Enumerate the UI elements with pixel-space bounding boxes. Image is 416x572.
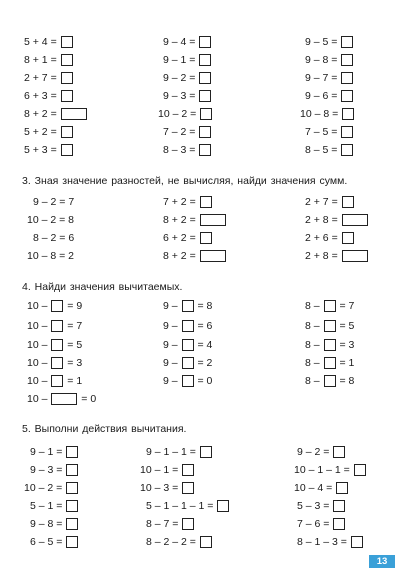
- exercise-row: [0, 229, 416, 247]
- answer-box[interactable]: [199, 36, 211, 48]
- answer-box[interactable]: [51, 375, 63, 387]
- expression: 10 – = 1: [27, 375, 83, 387]
- answer-box[interactable]: [199, 54, 211, 66]
- expression: 8 – = 7: [305, 300, 355, 312]
- answer-box[interactable]: [217, 500, 229, 512]
- expression: 8 – 3 =: [163, 141, 212, 159]
- expression: 10 – 1 =: [140, 461, 195, 479]
- expression: 10 – 2 = 8: [27, 214, 74, 226]
- exercise-row: [0, 443, 416, 461]
- expression: 6 + 3 =: [24, 87, 74, 105]
- answer-box[interactable]: [351, 536, 363, 548]
- expression: 8 + 2 =: [163, 211, 227, 229]
- answer-box-double[interactable]: [342, 214, 368, 226]
- answer-box[interactable]: [200, 536, 212, 548]
- answer-box[interactable]: [61, 54, 73, 66]
- answer-box[interactable]: [61, 90, 73, 102]
- answer-box[interactable]: [333, 500, 345, 512]
- expression: 8 – 1 – 3 =: [297, 533, 364, 551]
- exercise-row: [0, 390, 416, 408]
- exercise-row: [0, 51, 416, 69]
- answer-box[interactable]: [341, 126, 353, 138]
- expression: 5 + 2 =: [24, 123, 74, 141]
- expression: 6 – 5 =: [30, 533, 79, 551]
- expression: 8 – = 8: [305, 375, 355, 387]
- expression: 5 – 1 =: [30, 497, 79, 515]
- expression: 10 – = 7: [27, 320, 83, 332]
- expression: 6 + 2 =: [163, 229, 213, 247]
- expression: 8 – 2 – 2 =: [146, 533, 213, 551]
- expression: 10 – 8 = 2: [27, 250, 74, 262]
- answer-box[interactable]: [66, 500, 78, 512]
- expression: 9 – 6 =: [305, 87, 354, 105]
- answer-box[interactable]: [182, 320, 194, 332]
- expression: 10 – = 9: [27, 300, 83, 312]
- expression: 9 – 7 =: [305, 69, 354, 87]
- answer-box-double[interactable]: [342, 250, 368, 262]
- exercise-row: [0, 479, 416, 497]
- expression: 8 – = 5: [305, 320, 355, 332]
- answer-box[interactable]: [182, 375, 194, 387]
- exercise-row: [0, 33, 416, 51]
- answer-box[interactable]: [200, 232, 212, 244]
- answer-box[interactable]: [324, 300, 336, 312]
- expression: 5 + 4 =: [24, 33, 74, 51]
- answer-box[interactable]: [200, 196, 212, 208]
- answer-box[interactable]: [66, 464, 78, 476]
- answer-box[interactable]: [61, 72, 73, 84]
- answer-box[interactable]: [324, 320, 336, 332]
- answer-box[interactable]: [182, 464, 194, 476]
- page-number: 13: [369, 555, 395, 568]
- answer-box[interactable]: [333, 518, 345, 530]
- answer-box[interactable]: [342, 232, 354, 244]
- answer-box[interactable]: [66, 446, 78, 458]
- expression: 10 – = 3: [27, 357, 83, 369]
- expression: 10 – = 0: [27, 393, 97, 405]
- answer-box[interactable]: [51, 320, 63, 332]
- answer-box[interactable]: [200, 108, 212, 120]
- expression: 10 – = 5: [27, 339, 83, 351]
- exercise-row: [0, 123, 416, 141]
- answer-box[interactable]: [182, 482, 194, 494]
- answer-box[interactable]: [182, 300, 194, 312]
- expression: 2 + 7 =: [24, 69, 74, 87]
- answer-box[interactable]: [342, 196, 354, 208]
- expression: 10 – 1 – 1 =: [294, 461, 367, 479]
- expression: 5 – 1 – 1 – 1 =: [146, 497, 230, 515]
- answer-box[interactable]: [200, 446, 212, 458]
- answer-box[interactable]: [336, 482, 348, 494]
- expression: 9 – = 2: [163, 357, 213, 369]
- expression: 2 + 6 =: [305, 229, 355, 247]
- expression: 2 + 8 =: [305, 247, 369, 265]
- expression: 10 – 8 =: [300, 105, 355, 123]
- expression: 9 – 3 =: [163, 87, 212, 105]
- answer-box[interactable]: [182, 518, 194, 530]
- answer-box[interactable]: [199, 90, 211, 102]
- answer-box-double[interactable]: [61, 108, 87, 120]
- expression: 9 – 2 =: [297, 443, 346, 461]
- exercise-row: [0, 372, 416, 390]
- answer-box[interactable]: [66, 536, 78, 548]
- exercise-row: [0, 533, 416, 551]
- exercise-3-heading: 3. Зная значение разностей, не вычисляя, найди значения сумм.: [22, 175, 348, 187]
- expression: 9 – 2 =: [163, 69, 212, 87]
- answer-box[interactable]: [333, 446, 345, 458]
- expression: 8 – 7 =: [146, 515, 195, 533]
- answer-box[interactable]: [61, 126, 73, 138]
- answer-box[interactable]: [51, 357, 63, 369]
- expression: 8 – = 1: [305, 357, 355, 369]
- exercise-row: [0, 105, 416, 123]
- exercise-row: [0, 354, 416, 372]
- exercise-5-heading: 5. Выполни действия вычитания.: [22, 423, 187, 435]
- expression: 9 – 1 =: [163, 51, 212, 69]
- exercise-row: [0, 336, 416, 354]
- expression: 8 + 2 =: [24, 105, 88, 123]
- expression: 9 – 5 =: [305, 33, 354, 51]
- expression: 9 – 4 =: [163, 33, 212, 51]
- expression: 9 – 1 =: [30, 443, 79, 461]
- answer-box[interactable]: [199, 72, 211, 84]
- expression: 5 – 3 =: [297, 497, 346, 515]
- exercise-row: [0, 461, 416, 479]
- expression: 9 – 3 =: [30, 461, 79, 479]
- expression: 8 + 2 =: [163, 247, 227, 265]
- answer-box[interactable]: [51, 339, 63, 351]
- answer-box[interactable]: [51, 300, 63, 312]
- expression: 8 – 5 =: [305, 141, 354, 159]
- answer-box-double[interactable]: [200, 214, 226, 226]
- answer-box-double[interactable]: [200, 250, 226, 262]
- expression: 8 – = 3: [305, 339, 355, 351]
- expression: 9 – 8 =: [30, 515, 79, 533]
- answer-box[interactable]: [341, 54, 353, 66]
- expression: 9 – = 0: [163, 375, 213, 387]
- answer-box-double[interactable]: [51, 393, 77, 405]
- answer-box[interactable]: [324, 339, 336, 351]
- answer-box[interactable]: [341, 36, 353, 48]
- expression: 9 – 1 – 1 =: [146, 443, 213, 461]
- answer-box[interactable]: [182, 357, 194, 369]
- expression: 8 + 1 =: [24, 51, 74, 69]
- answer-box[interactable]: [61, 36, 73, 48]
- exercise-4-heading: 4. Найди значения вычитаемых.: [22, 281, 183, 293]
- expression: 2 + 7 =: [305, 193, 355, 211]
- exercise-row: [0, 141, 416, 159]
- answer-box[interactable]: [324, 357, 336, 369]
- answer-box[interactable]: [66, 482, 78, 494]
- answer-box[interactable]: [354, 464, 366, 476]
- exercise-row: [0, 515, 416, 533]
- answer-box[interactable]: [199, 126, 211, 138]
- expression: 9 – = 6: [163, 320, 213, 332]
- exercise-row: [0, 497, 416, 515]
- answer-box[interactable]: [342, 108, 354, 120]
- exercise-row: [0, 69, 416, 87]
- answer-box[interactable]: [66, 518, 78, 530]
- exercise-row: [0, 297, 416, 315]
- expression: 9 – 2 = 7: [33, 196, 75, 208]
- answer-box[interactable]: [182, 339, 194, 351]
- expression: 10 – 2 =: [24, 479, 79, 497]
- expression: 10 – 2 =: [158, 105, 213, 123]
- expression: 7 – 6 =: [297, 515, 346, 533]
- exercise-row: [0, 87, 416, 105]
- expression: 7 – 2 =: [163, 123, 212, 141]
- expression: 9 – = 4: [163, 339, 213, 351]
- exercise-row: [0, 211, 416, 229]
- answer-box[interactable]: [61, 144, 73, 156]
- expression: 9 – 8 =: [305, 51, 354, 69]
- expression: 7 – 5 =: [305, 123, 354, 141]
- expression: 5 + 3 =: [24, 141, 74, 159]
- answer-box[interactable]: [199, 144, 211, 156]
- expression: 7 + 2 =: [163, 193, 213, 211]
- expression: 2 + 8 =: [305, 211, 369, 229]
- expression: 10 – 3 =: [140, 479, 195, 497]
- answer-box[interactable]: [341, 90, 353, 102]
- answer-box[interactable]: [324, 375, 336, 387]
- expression: 10 – 4 =: [294, 479, 349, 497]
- exercise-row: [0, 193, 416, 211]
- answer-box[interactable]: [341, 72, 353, 84]
- expression: 8 – 2 = 6: [33, 232, 75, 244]
- answer-box[interactable]: [341, 144, 353, 156]
- exercise-row: [0, 247, 416, 265]
- exercise-row: [0, 317, 416, 335]
- expression: 9 – = 8: [163, 300, 213, 312]
